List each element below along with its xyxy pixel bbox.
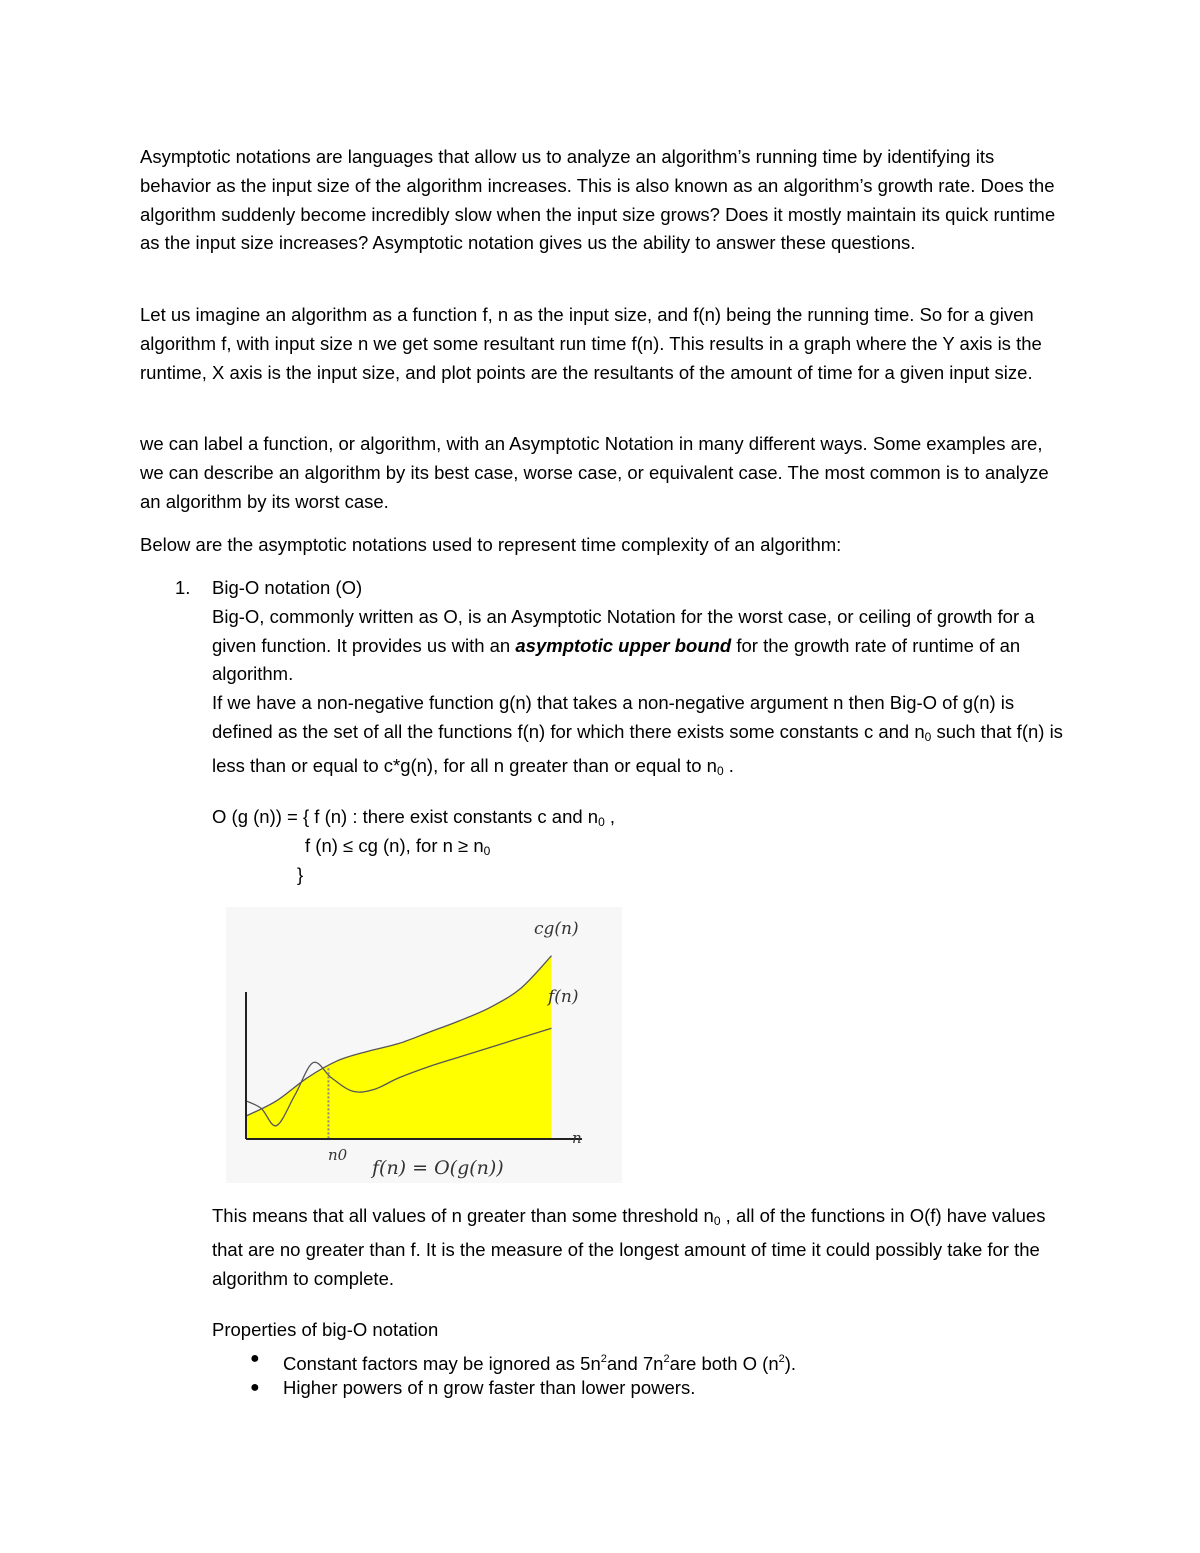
b1-sup-1: 2 bbox=[600, 1353, 607, 1365]
desc-emphasis: asymptotic upper bound bbox=[515, 634, 732, 656]
legend-label-cg: cg(n) bbox=[534, 919, 579, 939]
chart-svg bbox=[226, 907, 622, 1183]
b1-b: and 7n bbox=[606, 1353, 664, 1374]
formula-line-1-b: , bbox=[604, 806, 616, 827]
def-b: such that f(n) is less than or equal to c*g(n), for all n greater than or equal to n bbox=[212, 720, 1063, 776]
formula-line-3: } bbox=[297, 864, 304, 885]
chart-caption: f(n) = O(g(n)) bbox=[372, 1157, 504, 1179]
formula-line-1-a: O (g (n)) = { f (n) : there exist constants c and n bbox=[212, 806, 599, 827]
b1-sup-2: 2 bbox=[663, 1353, 670, 1365]
p5-a: This means that all values of n greater than some threshold n bbox=[212, 1205, 714, 1226]
intro-paragraph-3: we can label a function, or algorithm, with an Asymptotic Notation in many different ways. Some examples are, we can describe an algorithm by its best case, worse case, or equivalent case. The most common is to analyze an algorithm by its worst case. bbox=[140, 433, 1049, 512]
intro-paragraph-4: Below are the asymptotic notations used to represent time complexity of an algorithm: bbox=[140, 534, 842, 555]
intro-paragraph-2: Let us imagine an algorithm as a function f, n as the input size, and f(n) being the running time. So for a given algorithm f, with input size n we get some resultant run time f(n). This results in a graph where the Y axis is the runtime, X axis is the input size, and plot points are the resultants of the amount of time for a given input size. bbox=[140, 304, 1042, 383]
p5-sub: 0 bbox=[713, 1214, 721, 1228]
desc-after: for the growth rate of runtime of an algorithm. bbox=[212, 634, 1021, 685]
bullet-icon: ● bbox=[250, 1379, 260, 1396]
threshold-paragraph bbox=[212, 1202, 1072, 1293]
b1-c: are both O (n bbox=[669, 1353, 779, 1374]
legend-label-f: f(n) bbox=[548, 987, 579, 1007]
n0-label: n0 bbox=[328, 1146, 348, 1164]
formula-line-2 bbox=[305, 832, 490, 866]
def-sub-2: 0 bbox=[716, 763, 724, 778]
bullet-icon: ● bbox=[250, 1350, 260, 1367]
x-axis-label: n bbox=[572, 1129, 582, 1147]
def-sub-1: 0 bbox=[924, 729, 932, 744]
big-o-chart bbox=[226, 907, 622, 1183]
def-c: . bbox=[723, 754, 734, 776]
def-a: If we have a non-negative function g(n) that takes a non-negative argument n then Big-O of g(n) is defined as the set of all the functions f(n) for which there exists some constants c and n bbox=[212, 692, 1015, 742]
desc-before: Big-O, commonly written as O, is an Asymptotic Notation for the worst case, or ceiling of growth for a given function. It provides us with an bbox=[212, 605, 1035, 656]
formula-line-2-a: f (n) ≤ cg (n), for n ≥ n bbox=[305, 835, 484, 856]
formula-line-1-sub: 0 bbox=[598, 815, 605, 829]
formula-line-2-sub: 0 bbox=[483, 844, 491, 858]
intro-paragraph-1: Asymptotic notations are languages that allow us to analyze an algorithm’s running time by identifying its behavior as the input size of the algorithm increases. This is also known as an algorithm’s growth rate. Does the algorithm suddenly become incredibly slow when the input size grows? Does it mostly maintain its quick runtime as the input size increases? Asymptotic notation gives us the ability to answer these questions. bbox=[140, 146, 1056, 254]
big-o-definition bbox=[212, 689, 1072, 785]
b1-sup-3: 2 bbox=[778, 1353, 785, 1365]
b1-d: ). bbox=[784, 1353, 797, 1374]
property-bullet-2: Higher powers of n grow faster than lower powers. bbox=[283, 1377, 696, 1398]
properties-heading: Properties of big-O notation bbox=[212, 1319, 439, 1340]
list-item-big-o bbox=[212, 574, 1072, 786]
p5-b: , all of the functions in O(f) have values that are no greater than f. It is the measure of the longest amount of time it could possibly take for the algorithm to complete. bbox=[212, 1205, 1046, 1289]
list-number: 1. bbox=[175, 577, 191, 598]
b1-a: Constant factors may be ignored as 5n bbox=[283, 1353, 601, 1374]
list-item-title: Big-O notation (O) bbox=[212, 577, 363, 598]
big-o-description bbox=[212, 603, 1072, 689]
